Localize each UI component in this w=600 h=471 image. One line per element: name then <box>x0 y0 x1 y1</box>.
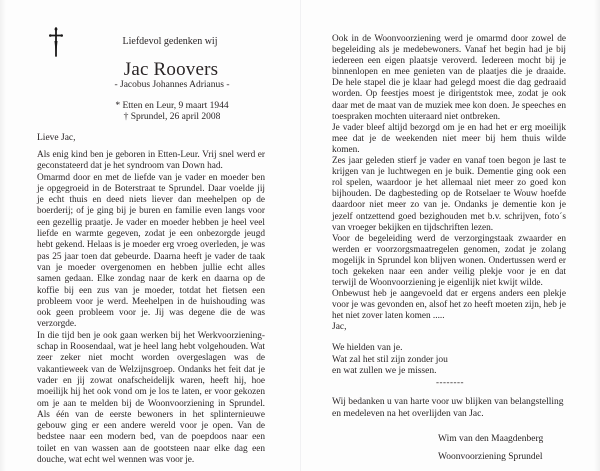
deceased-full-name: - Jacobus Johannes Adrianus - <box>114 80 230 90</box>
signature-organization: Woonvoorziening Sprundel <box>438 452 543 462</box>
closing-address: Jac, <box>332 322 347 332</box>
paragraph: Omarmd door en met de liefde van je vader en moeder ben je opgegroeid in de Boterstraat te Sprundel. Daar voelde jij je echt thuis en deed niets liever dan meehelpen op de boerderij; of je ging bij je buren en familie even langs voor een gezellig praatje. Je vader en moeder hebben je heel veel liefde en warmte gegeven, zodat je een onbezorgde jeugd hebt gekend. Helaas is je moeder erg vroeg overleden, je was pas 25 jaar toen dat gebeurde. Daarna heeft je vader de taak van je moeder overgenomen en hebben jullie echt alles samen gedaan. Elke zondag naar de kerk en daarna op de koffie bij een zus van je moeder, totdat het fietsen een probleem voor je werd. Meehelpen in de huishouding was ook geen probleem voor je. Jij was degene die de was verzorgde. <box>37 172 265 330</box>
thanks-text: Wij bedanken u van harte voor uw blijken van belangstelling en medeleven na het overlijden van Jac. <box>332 397 564 419</box>
signature-name: Wim van den Maagdenberg <box>438 434 544 444</box>
intro-text: Liefdevol gedenken wij <box>122 36 218 47</box>
paragraph: In die tijd ben je ook gaan werken bij het Werkvoorziening-schap in Roosendaal, wat je heel lang hebt volgehouden. Wat zeer zeker niet mocht worden overgeslagen was de vakantieweek van de Welzijnsgroep. Ondanks het feit dat je vader en jij zowat onafscheidelijk waren, heeft hij, hoe moeilijk hij het ook vond om je los te laten, er voor gekozen om je aan te melden bij de Woonvoorziening in Sprundel. Als één van de eerste bewoners in het splinternieuwe gebouw ging er een andere wereld voor je open. Van de bedstee naar een modern bed, van de poepdoos naar een toilet en van wassen aan de gootsteen naar elke dag een douche, wat echt wel wennen was voor je. <box>37 330 265 466</box>
right-page <box>300 0 600 471</box>
death-info: † Sprundel, 26 april 2008 <box>123 112 221 122</box>
poem-line: We hielden van je. <box>332 343 403 353</box>
paragraph: Zes jaar geleden stierf je vader en vanaf toen begon je last te krijgen van je luchtwegen en je buik. Dementie ging ook een rol spelen, waardoor je het allemaal niet meer zo goed kon bijhouden. De dagbesteding op de Rotselaer te Wouw hoefde daardoor niet meer zo van je. Ondanks je dementie kon je jezelf ontzettend goed bezighouden met b.v. schrijven, foto´s van vroeger bekijken en tijdschriften lezen. <box>332 156 566 233</box>
salutation: Lieve Jac, <box>37 133 76 143</box>
poem-line: Wat zal het stil zijn zonder jou <box>332 354 448 365</box>
poem-line: en wat zullen we je missen. <box>332 366 437 376</box>
paragraph: Je vader bleef altijd bezorgd om je en had het er erg moeilijk mee dat je de weekenden niet meer bij hem thuis wilde komen. <box>332 122 566 155</box>
separator: -------- <box>436 377 464 387</box>
paragraph: Voor de begeleiding werd de verzorgingstaak zwaarder en werden er voorzorgsmaatregelen genomen, zodat je zolang mogelijk in Sprundel kon blijven wonen. Ondertussen werd er toch gekeken naar een ander veilig plekje voor je en dat terwijl de Woonvoorziening je eigenlijk niet kwijt wilde. <box>332 233 566 289</box>
left-body-text <box>37 150 265 466</box>
birth-info: * Etten en Leur, 9 maart 1944 <box>115 101 229 111</box>
paragraph: Ook in de Woonvoorziening werd je omarmd door zowel de begeleiding als je medebewoners. Vanaf het begin had je bij iedereen een eigen plaatsje veroverd. Iedereen mocht bij je binnenlopen en mee genieten van de plaatjes die je draaide. De hele stapel die je klaar had gelegd moest die dag gedraaid worden. Op feestjes moest je dirigentstok mee, zodat je ook daar met de maat van de muziek mee kon doen. Je speeches en toespraken mochten uiteraard niet ontbreken. <box>332 34 566 122</box>
right-body-text <box>332 34 566 322</box>
poem <box>332 343 448 378</box>
paragraph: Als enig kind ben je geboren in Etten-Leur. Vrij snel werd er geconstateerd dat je het syndroom van Down had. <box>37 150 265 172</box>
deceased-name: Jac Roovers <box>123 59 219 80</box>
paragraph: Onbewust heb je aangevoeld dat er ergens anders een plekje voor je was gevonden en, alsof het zo heeft moeten zijn, heb je het niet zover laten komen ..... <box>332 289 566 322</box>
